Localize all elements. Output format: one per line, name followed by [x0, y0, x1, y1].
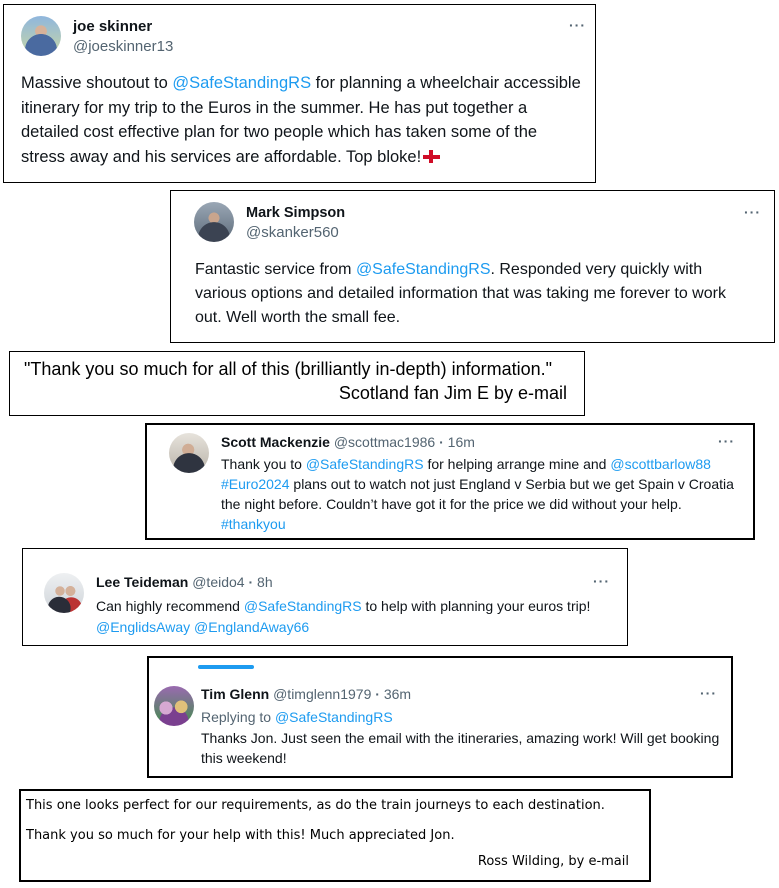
quote-card-ross-wilding [19, 789, 651, 882]
tweet-text-part: for planning a wheelchair accessible itinerary for my trip to the Euros in the summer. He has put together a detailed cost effective plan for two people which has taken some of the stress away and his services are affordable. Top bloke! [21, 74, 581, 166]
timestamp[interactable]: 8h [257, 574, 273, 590]
quote-attribution: Scotland fan Jim E by e-mail [338, 383, 567, 403]
author-name[interactable]: Mark Simpson [246, 205, 346, 221]
tweet-text-part: . Responded very quickly with various options and detailed information that was taking me forever to work out. Well worth the small fee. [195, 261, 726, 326]
tweet-text: Thanks Jon. Just seen the email with the itineraries, amazing work! Will get booking this weekend! [201, 730, 720, 766]
quote-attribution: Ross Wilding, by e-mail [477, 854, 629, 869]
tweet-text [96, 596, 616, 637]
avatar[interactable] [21, 16, 61, 56]
avatar[interactable] [154, 686, 194, 726]
tweet-text-part: Massive shoutout to [21, 74, 173, 92]
author-name[interactable]: joe skinner [73, 18, 153, 35]
hashtag-link[interactable]: #thankyou [221, 516, 286, 532]
mention-link[interactable]: @SafeStandingRS [172, 74, 312, 92]
timestamp[interactable]: 16m [447, 434, 475, 450]
tweet-text [221, 454, 736, 534]
separator: · [439, 434, 444, 450]
tweet-text-part: Thank you to [221, 456, 306, 472]
mention-link[interactable]: @SafeStandingRS [243, 598, 362, 614]
separator: · [248, 574, 254, 590]
tab-indicator [198, 665, 254, 669]
hashtag-link[interactable]: #Euro2024 [221, 476, 290, 492]
author-name-text[interactable]: Lee Teideman [96, 574, 189, 590]
quote-line-1: This one looks perfect for our requirements, as do the train journeys to each destination. [26, 798, 605, 813]
tweet-text-part: for helping arrange mine and [423, 456, 611, 472]
avatar[interactable] [169, 433, 209, 473]
avatar[interactable] [44, 573, 84, 613]
mention-link[interactable]: @SafeStandingRS [274, 709, 393, 725]
mention-link[interactable]: @scottbarlow88 [610, 456, 711, 472]
tweet-text-part: Can highly recommend [96, 598, 244, 614]
tweet-card-joe-skinner [3, 4, 596, 183]
author-handle[interactable]: @skanker560 [246, 224, 339, 241]
mention-link[interactable]: @SafeStandingRS [305, 456, 424, 472]
tweet-text [21, 71, 581, 169]
quote-text: "Thank you so much for all of this (brilliantly in-depth) information." [24, 359, 553, 379]
tweet-card-lee-teideman [22, 548, 628, 646]
mention-link[interactable]: @EnglandAway66 [194, 618, 310, 635]
tweet-text-part: Fantastic service from [195, 261, 356, 278]
quote-line-2: Thank you so much for your help with this! Much appreciated Jon. [26, 828, 455, 843]
quote-card-jim-e [9, 351, 585, 416]
tweet-card-scott-mackenzie [145, 423, 755, 540]
tweet-card-tim-glenn [147, 656, 733, 778]
timestamp[interactable]: 36m [383, 686, 412, 702]
author-handle[interactable]: @timglenn1979 [273, 686, 372, 702]
reply-context [201, 707, 393, 727]
tweet-text-part: plans out to watch not just England v Serbia but we get Spain v Croatia the night before. Couldn’t have got it for the price we did without your help. [221, 476, 734, 512]
more-options-icon[interactable]: ··· [593, 573, 610, 589]
mention-link[interactable]: @EnglidsAway [96, 618, 191, 635]
more-options-icon[interactable]: ··· [744, 204, 761, 220]
more-options-icon[interactable]: ··· [700, 685, 717, 701]
replying-to-label: Replying to [201, 709, 275, 725]
england-flag-icon [423, 150, 440, 163]
more-options-icon[interactable]: ··· [718, 433, 735, 449]
author-name[interactable] [221, 434, 475, 450]
author-name[interactable] [96, 574, 273, 590]
more-options-icon[interactable]: ··· [569, 17, 586, 33]
author-handle[interactable]: @scottmac1986 [333, 434, 436, 450]
mention-link[interactable]: @SafeStandingRS [355, 261, 491, 278]
tweet-card-mark-simpson [170, 190, 775, 343]
author-name-text[interactable]: Tim Glenn [201, 686, 270, 702]
tweet-text-part: to help with planning your euros trip! [361, 598, 591, 614]
tweet-text [195, 258, 755, 330]
separator: · [375, 686, 380, 702]
author-handle[interactable]: @teido4 [192, 574, 245, 590]
author-name-text[interactable]: Scott Mackenzie [221, 434, 330, 450]
author-handle[interactable]: @joeskinner13 [73, 38, 174, 55]
author-name[interactable] [201, 686, 411, 702]
avatar[interactable] [194, 202, 234, 242]
